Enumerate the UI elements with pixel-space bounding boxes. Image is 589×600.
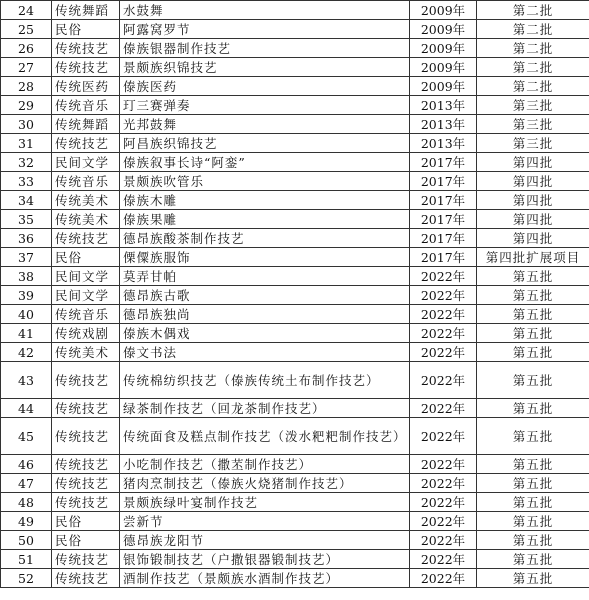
table-row: [1, 248, 589, 267]
row-number: 47: [1, 474, 52, 493]
row-category: 传统技艺: [52, 229, 120, 248]
row-category: 传统技艺: [52, 474, 120, 493]
row-batch: 第五批: [477, 474, 589, 493]
row-number: 51: [1, 550, 52, 569]
row-number: 41: [1, 324, 52, 343]
row-number: 40: [1, 305, 52, 324]
row-batch: 第四批扩展项目: [477, 248, 589, 267]
heritage-table-body: [1, 1, 589, 588]
row-number: 42: [1, 343, 52, 362]
table-row: [1, 531, 589, 550]
row-year: 2013年: [410, 96, 477, 115]
row-batch: 第五批: [477, 324, 589, 343]
row-batch: 第五批: [477, 512, 589, 531]
row-number: 38: [1, 267, 52, 286]
row-batch: 第四批: [477, 153, 589, 172]
row-number: 36: [1, 229, 52, 248]
row-number: 31: [1, 134, 52, 153]
row-category: 传统美术: [52, 191, 120, 210]
table-row: [1, 267, 589, 286]
table-row: [1, 493, 589, 512]
row-project-name: 景颇族吹管乐: [120, 172, 410, 191]
table-row: [1, 569, 589, 588]
row-batch: 第四批: [477, 191, 589, 210]
row-year: 2022年: [410, 474, 477, 493]
row-project-name: 傣族叙事长诗“阿銮”: [120, 153, 410, 172]
table-row: [1, 1, 589, 20]
row-year: 2017年: [410, 172, 477, 191]
table-row: [1, 324, 589, 343]
row-number: 34: [1, 191, 52, 210]
row-project-name: 阿昌族织锦技艺: [120, 134, 410, 153]
row-year: 2009年: [410, 77, 477, 96]
table-row: [1, 512, 589, 531]
row-project-name: 傣族果雕: [120, 210, 410, 229]
table-row: [1, 58, 589, 77]
row-project-name: 猪肉烹制技艺（傣族火烧猪制作技艺）: [120, 474, 410, 493]
row-project-name: 传统面食及糕点制作技艺（泼水粑粑制作技艺）: [120, 418, 410, 455]
table-row: [1, 455, 589, 474]
row-year: 2013年: [410, 115, 477, 134]
row-project-name: 绿茶制作技艺（回龙茶制作技艺）: [120, 399, 410, 418]
row-project-name: 阿露窝罗节: [120, 20, 410, 39]
row-year: 2022年: [410, 267, 477, 286]
row-category: 传统技艺: [52, 455, 120, 474]
row-year: 2022年: [410, 550, 477, 569]
row-batch: 第二批: [477, 20, 589, 39]
row-number: 30: [1, 115, 52, 134]
table-row: [1, 362, 589, 399]
row-category: 传统音乐: [52, 172, 120, 191]
table-row: [1, 305, 589, 324]
row-year: 2017年: [410, 210, 477, 229]
row-category: 传统技艺: [52, 550, 120, 569]
row-batch: 第五批: [477, 343, 589, 362]
table-row: [1, 39, 589, 58]
row-category: 传统医药: [52, 77, 120, 96]
row-batch: 第五批: [477, 455, 589, 474]
row-batch: 第五批: [477, 418, 589, 455]
row-category: 传统技艺: [52, 362, 120, 399]
row-number: 27: [1, 58, 52, 77]
row-number: 29: [1, 96, 52, 115]
row-year: 2009年: [410, 58, 477, 77]
row-category: 传统技艺: [52, 399, 120, 418]
row-number: 49: [1, 512, 52, 531]
row-number: 45: [1, 418, 52, 455]
table-row: [1, 399, 589, 418]
row-category: 传统技艺: [52, 418, 120, 455]
row-number: 44: [1, 399, 52, 418]
row-year: 2009年: [410, 1, 477, 20]
table-row: [1, 77, 589, 96]
row-batch: 第二批: [477, 39, 589, 58]
row-batch: 第四批: [477, 210, 589, 229]
row-batch: 第三批: [477, 134, 589, 153]
row-project-name: 莫弄甘帕: [120, 267, 410, 286]
row-batch: 第四批: [477, 229, 589, 248]
row-batch: 第二批: [477, 58, 589, 77]
row-category: 民俗: [52, 248, 120, 267]
row-number: 37: [1, 248, 52, 267]
row-number: 46: [1, 455, 52, 474]
row-year: 2022年: [410, 512, 477, 531]
row-project-name: 景颇族绿叶宴制作技艺: [120, 493, 410, 512]
row-category: 民俗: [52, 531, 120, 550]
row-category: 传统技艺: [52, 134, 120, 153]
row-batch: 第五批: [477, 267, 589, 286]
table-row: [1, 286, 589, 305]
row-number: 32: [1, 153, 52, 172]
row-batch: 第二批: [477, 1, 589, 20]
row-project-name: 景颇族织锦技艺: [120, 58, 410, 77]
table-row: [1, 229, 589, 248]
row-project-name: 傣族银器制作技艺: [120, 39, 410, 58]
row-category: 传统音乐: [52, 305, 120, 324]
row-year: 2022年: [410, 493, 477, 512]
table-row: [1, 550, 589, 569]
row-year: 2013年: [410, 134, 477, 153]
table-row: [1, 153, 589, 172]
row-category: 民俗: [52, 512, 120, 531]
row-year: 2017年: [410, 153, 477, 172]
row-category: 民间文学: [52, 286, 120, 305]
row-year: 2017年: [410, 191, 477, 210]
row-year: 2017年: [410, 248, 477, 267]
row-number: 26: [1, 39, 52, 58]
row-project-name: 小吃制作技艺（撒苤制作技艺）: [120, 455, 410, 474]
table-row: [1, 134, 589, 153]
row-category: 传统舞蹈: [52, 115, 120, 134]
table-row: [1, 115, 589, 134]
row-year: 2022年: [410, 343, 477, 362]
row-number: 50: [1, 531, 52, 550]
row-batch: 第三批: [477, 96, 589, 115]
row-batch: 第四批: [477, 172, 589, 191]
row-category: 传统戏剧: [52, 324, 120, 343]
row-project-name: 德昂族独尚: [120, 305, 410, 324]
row-batch: 第五批: [477, 493, 589, 512]
row-year: 2022年: [410, 362, 477, 399]
row-category: 传统美术: [52, 210, 120, 229]
row-category: 民间文学: [52, 153, 120, 172]
table-row: [1, 172, 589, 191]
row-project-name: 尝新节: [120, 512, 410, 531]
row-number: 48: [1, 493, 52, 512]
row-category: 民俗: [52, 20, 120, 39]
row-year: 2009年: [410, 39, 477, 58]
row-number: 24: [1, 1, 52, 20]
row-number: 33: [1, 172, 52, 191]
row-year: 2022年: [410, 531, 477, 550]
row-year: 2022年: [410, 569, 477, 588]
row-year: 2009年: [410, 20, 477, 39]
table-row: [1, 418, 589, 455]
row-batch: 第五批: [477, 399, 589, 418]
table-row: [1, 20, 589, 39]
row-project-name: 银饰锻制技艺（户撒银器锻制技艺）: [120, 550, 410, 569]
row-year: 2022年: [410, 324, 477, 343]
table-row: [1, 343, 589, 362]
table-row: [1, 474, 589, 493]
row-year: 2022年: [410, 305, 477, 324]
row-category: 传统音乐: [52, 96, 120, 115]
row-year: 2017年: [410, 229, 477, 248]
row-category: 民间文学: [52, 267, 120, 286]
row-number: 25: [1, 20, 52, 39]
row-number: 43: [1, 362, 52, 399]
row-number: 52: [1, 569, 52, 588]
table-row: [1, 96, 589, 115]
row-project-name: 玎三赛弹奏: [120, 96, 410, 115]
row-batch: 第五批: [477, 569, 589, 588]
row-project-name: 德昂族古歌: [120, 286, 410, 305]
row-batch: 第五批: [477, 531, 589, 550]
row-batch: 第五批: [477, 286, 589, 305]
row-batch: 第三批: [477, 115, 589, 134]
row-year: 2022年: [410, 399, 477, 418]
row-project-name: 傣文书法: [120, 343, 410, 362]
row-batch: 第二批: [477, 77, 589, 96]
row-category: 传统技艺: [52, 58, 120, 77]
table-row: [1, 210, 589, 229]
row-category: 传统技艺: [52, 39, 120, 58]
row-year: 2022年: [410, 286, 477, 305]
row-project-name: 光邦鼓舞: [120, 115, 410, 134]
row-project-name: 酒制作技艺（景颇族水酒制作技艺）: [120, 569, 410, 588]
row-category: 传统舞蹈: [52, 1, 120, 20]
row-category: 传统技艺: [52, 569, 120, 588]
row-year: 2022年: [410, 455, 477, 474]
row-project-name: 傣族木雕: [120, 191, 410, 210]
row-number: 28: [1, 77, 52, 96]
row-year: 2022年: [410, 418, 477, 455]
row-project-name: 傈僳族服饰: [120, 248, 410, 267]
row-batch: 第五批: [477, 305, 589, 324]
row-project-name: 水鼓舞: [120, 1, 410, 20]
row-number: 39: [1, 286, 52, 305]
row-category: 传统美术: [52, 343, 120, 362]
row-project-name: 传统棉纺织技艺（傣族传统土布制作技艺）: [120, 362, 410, 399]
row-project-name: 德昂族龙阳节: [120, 531, 410, 550]
row-batch: 第五批: [477, 362, 589, 399]
row-category: 传统技艺: [52, 493, 120, 512]
row-batch: 第五批: [477, 550, 589, 569]
row-project-name: 傣族木偶戏: [120, 324, 410, 343]
row-project-name: 德昂族酸茶制作技艺: [120, 229, 410, 248]
table-row: [1, 191, 589, 210]
row-project-name: 傣族医药: [120, 77, 410, 96]
row-number: 35: [1, 210, 52, 229]
